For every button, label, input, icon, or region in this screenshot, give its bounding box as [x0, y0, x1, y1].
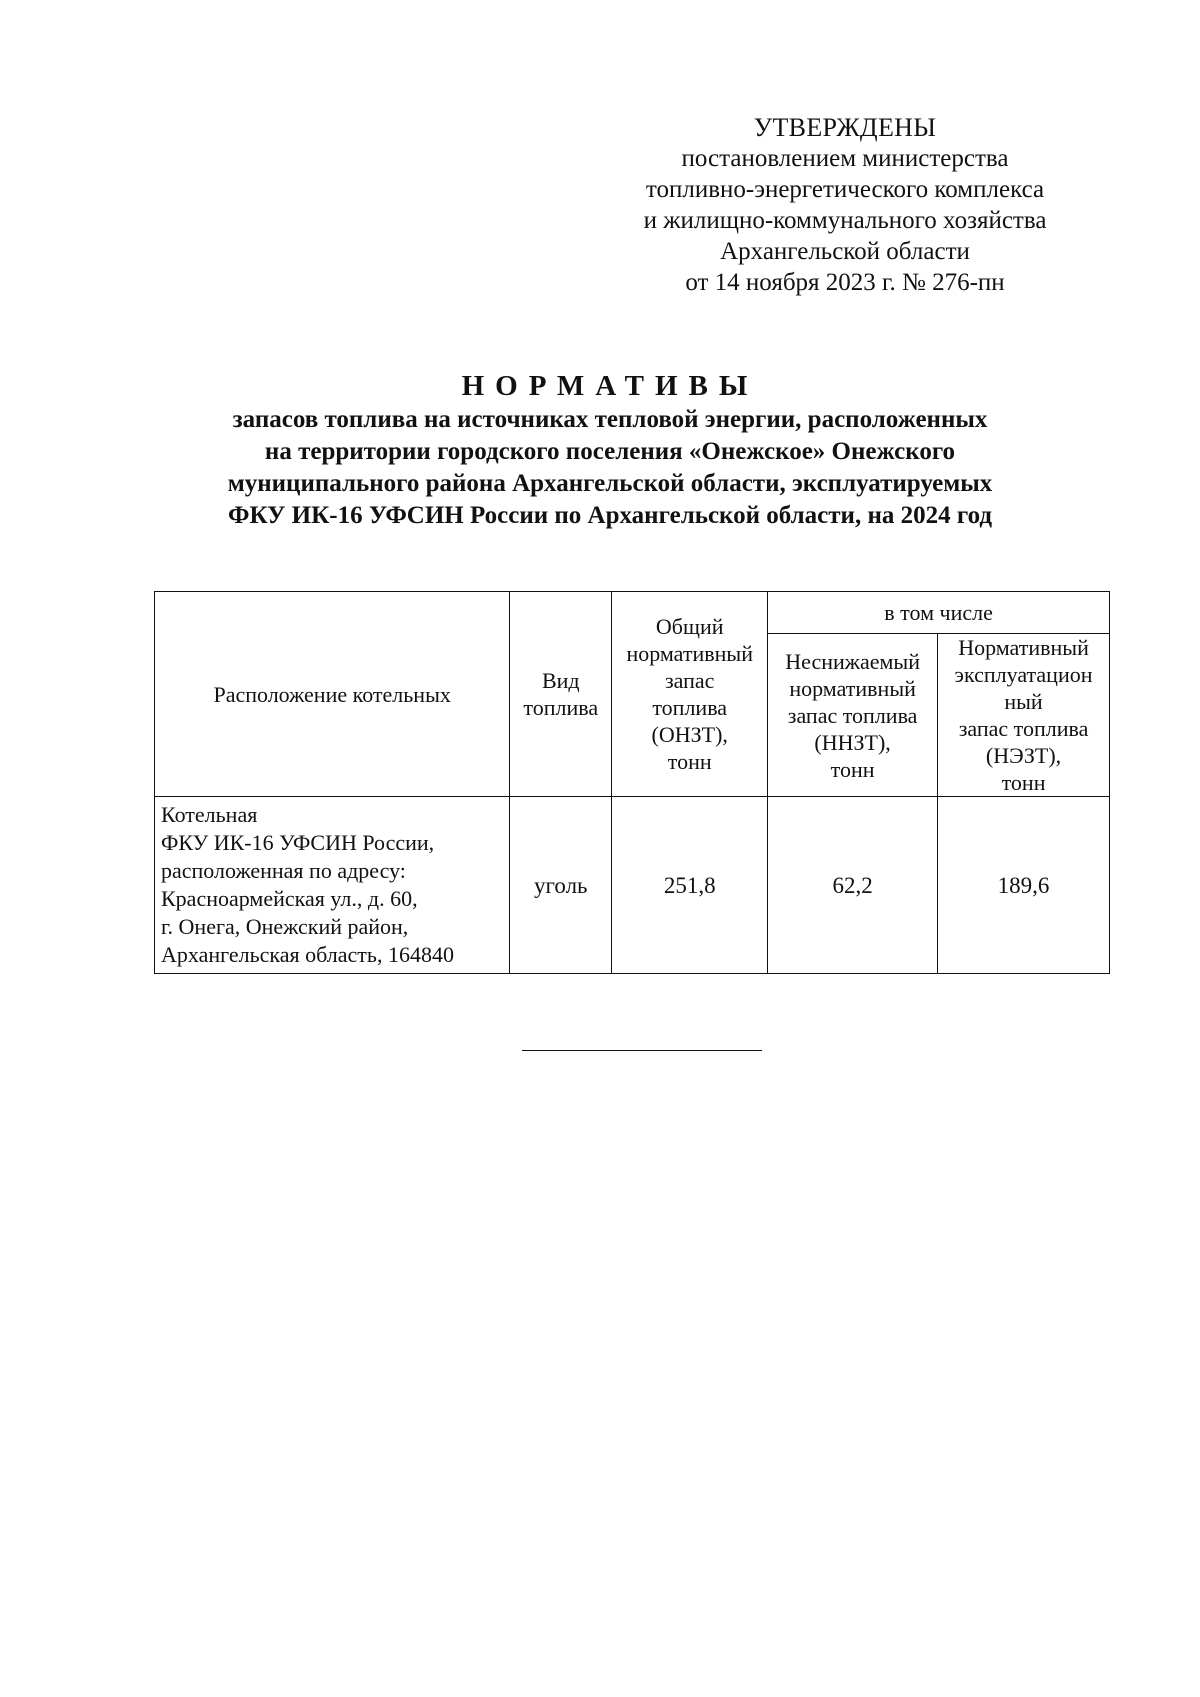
table-header-row: [155, 592, 1110, 634]
header-location: Расположение котельных: [155, 592, 510, 797]
approval-title: УТВЕРЖДЕНЫ: [753, 113, 937, 142]
cell-location: Котельная ФКУ ИК-16 УФСИН России, расположенная по адресу: Красноармейская ул., д. 60, г. Онега, Онежский район, Архангельская область, 164840: [155, 797, 510, 974]
approval-line: и жилищно-коммунального хозяйства: [643, 207, 1047, 234]
subtitle-line: запасов топлива на источниках тепловой энергии, расположенных: [232, 406, 988, 433]
table-row: [155, 797, 1110, 974]
document-heading: [140, 368, 1080, 532]
approval-line: от 14 ноября 2023 г. № 276-пн: [685, 269, 1005, 296]
header-nezt: Нормативный эксплуатацион ный запас топлива (НЭЗТ), тонн: [938, 634, 1110, 797]
approval-line: постановлением министерства: [681, 145, 1009, 172]
subtitle-line: ФКУ ИК-16 УФСИН России по Архангельской области, на 2024 год: [227, 502, 993, 529]
closing-rule: [522, 1050, 762, 1051]
fuel-norms-table: [154, 591, 1110, 974]
cell-fuel-type: уголь: [510, 797, 612, 974]
header-including: в том числе: [768, 592, 1110, 634]
approval-line: топливно-энергетического комплекса: [645, 176, 1045, 203]
approval-line: Архангельской области: [720, 238, 970, 265]
approval-block: [600, 112, 1090, 298]
cell-nezt: 189,6: [938, 797, 1110, 974]
header-total-reserve: Общий нормативный запас топлива (ОНЗТ), тонн: [612, 592, 768, 797]
subtitle-line: на территории городского поселения «Онежское» Онежского: [264, 438, 956, 465]
document-title: НОРМАТИВЫ: [461, 370, 759, 402]
cell-nnzt: 62,2: [768, 797, 938, 974]
header-nnzt: Неснижаемый нормативный запас топлива (ННЗТ), тонн: [768, 634, 938, 797]
subtitle-line: муниципального района Архангельской области, эксплуатируемых: [227, 470, 993, 497]
cell-total: 251,8: [612, 797, 768, 974]
header-fuel-type: Вид топлива: [510, 592, 612, 797]
